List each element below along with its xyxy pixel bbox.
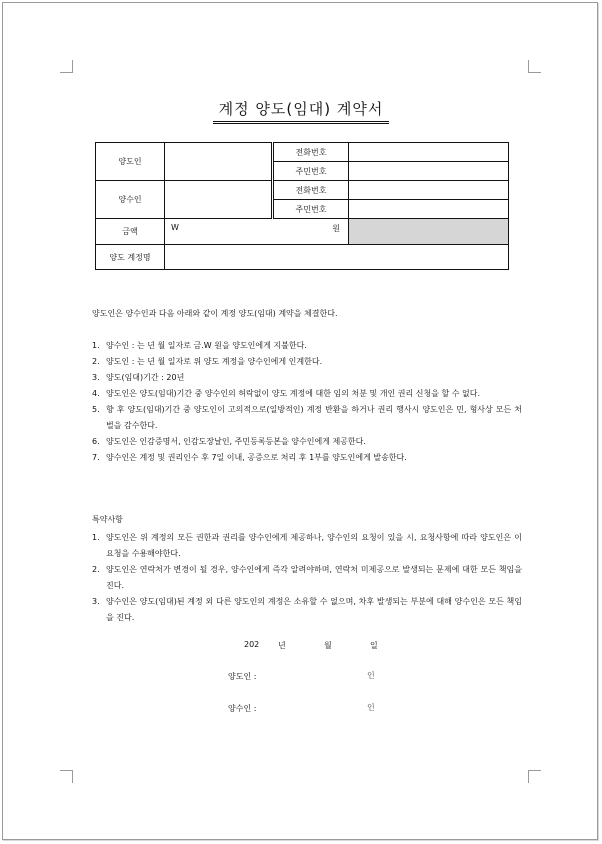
clause-number: 3. [92,373,100,382]
account-name-cell[interactable] [165,245,509,270]
transferee-id-cell[interactable] [349,200,509,219]
clause-text: 양도인은 인감증명서, 인감도장날인, 주민등록등본을 양수인에게 제공한다. [106,437,366,446]
special-terms-list [92,530,522,626]
transferee-seal-mark[interactable]: 인 [367,703,375,712]
clause-number: 4. [92,389,100,398]
transferor-id-cell[interactable] [349,162,509,181]
transferor-id-label: 주민번호 [273,162,349,181]
special-term-number: 2. [92,565,100,574]
transferee-signature-label: 양수인 : [228,704,257,713]
transferee-name-cell[interactable] [165,181,273,219]
margin-corner-mark [60,60,73,73]
clause-text: 양도(임대)기간 : 20년 [106,373,185,382]
clause-text: 양도인은 양도(임대)기간 중 양수인의 허락없이 양도 계정에 대한 임의 처분 및 개인 권리 신청을 할 수 없다. [106,389,481,398]
clause-text: 양수인 : 는 년 월 일자로 금.W 원을 양도인에게 지불한다. [106,341,307,350]
transferor-phone-label: 전화번호 [273,143,349,162]
clause-item [92,434,522,450]
date-year-label: 년 [278,641,286,650]
special-term-item [92,594,522,626]
special-term-text: 양도인은 위 계정의 모든 권한과 권리를 양수인에게 제공하나, 양수인의 요청이 있을 시, 요청사항에 따라 양도인은 이 요청을 수용해야한다. [106,533,522,558]
document-title: 계정 양도(임대) 계약서 [213,98,390,124]
transferee-label: 양수인 [96,181,165,219]
transferee-phone-label: 전화번호 [273,181,349,200]
clause-list-wrap [92,338,522,466]
clause-number: 5. [92,405,100,414]
amount-label: 금액 [96,219,165,245]
transferee-phone-cell[interactable] [349,181,509,200]
clause-item [92,402,522,434]
clause-number: 2. [92,357,100,366]
amount-cell[interactable] [165,219,349,245]
clause-item [92,370,522,386]
transferor-phone-cell[interactable] [349,143,509,162]
clause-item [92,450,522,466]
date-day-label: 일 [370,641,378,650]
clause-text: 양수인은 계정 및 권리인수 후 7일 이내, 공증으로 처리 후 1부를 양도인에게 발송한다. [106,453,407,462]
amount-unit: 원 [332,224,340,233]
party-info-table [95,142,509,270]
margin-corner-mark [528,60,541,73]
special-terms-title: 특약사항 [92,515,123,524]
clause-text: 향 후 양도(임대)기간 중 양도인이 고의적으로(일방적인) 계정 반환을 하거나 권리 행사시 양도인은 민, 형사상 모든 처벌을 감수한다. [106,405,522,430]
clause-number: 1. [92,341,100,350]
transferor-signature-label: 양도인 : [228,672,257,681]
date-month-label: 월 [324,641,332,650]
clause-item [92,386,522,402]
clause-text: 양도인 : 는 년 월 일자로 위 양도 계정을 양수인에게 인계한다. [106,357,323,366]
clause-number: 6. [92,437,100,446]
document-title-wrap [0,98,602,124]
clause-item [92,338,522,354]
special-terms-section [92,512,522,626]
clause-number: 7. [92,453,100,462]
margin-corner-mark [528,770,541,783]
special-term-text: 양도인은 연락처가 변경이 될 경우, 양수인에게 즉각 알려야하며, 연락처 미제공으로 발생되는 문제에 대한 모든 책임을 진다. [106,565,522,590]
transferee-id-label: 주민번호 [273,200,349,219]
special-term-number: 1. [92,533,100,542]
amount-prefix: W [171,223,179,232]
special-term-item [92,530,522,562]
special-term-number: 3. [92,597,100,606]
special-term-text: 양수인은 양도(임대)된 계정 외 다른 양도인의 계정은 소유할 수 없으며, 차후 발생되는 부분에 대해 양수인은 모든 책임을 진다. [106,597,522,622]
transferor-seal-mark[interactable]: 인 [367,671,375,680]
special-term-item [92,562,522,594]
intro-paragraph: 양도인은 양수인과 다음 아래와 같이 계정 양도(임대) 계약을 체결한다. [92,309,338,318]
account-label: 양도 계정명 [96,245,165,270]
amount-grey-cell [349,219,509,245]
date-year-prefix: 202 [244,640,260,649]
contract-date-line [244,640,378,651]
margin-corner-mark [60,770,73,783]
transferor-name-cell[interactable] [165,143,273,181]
clause-list [92,338,522,466]
transferor-label: 양도인 [96,143,165,181]
clause-item [92,354,522,370]
